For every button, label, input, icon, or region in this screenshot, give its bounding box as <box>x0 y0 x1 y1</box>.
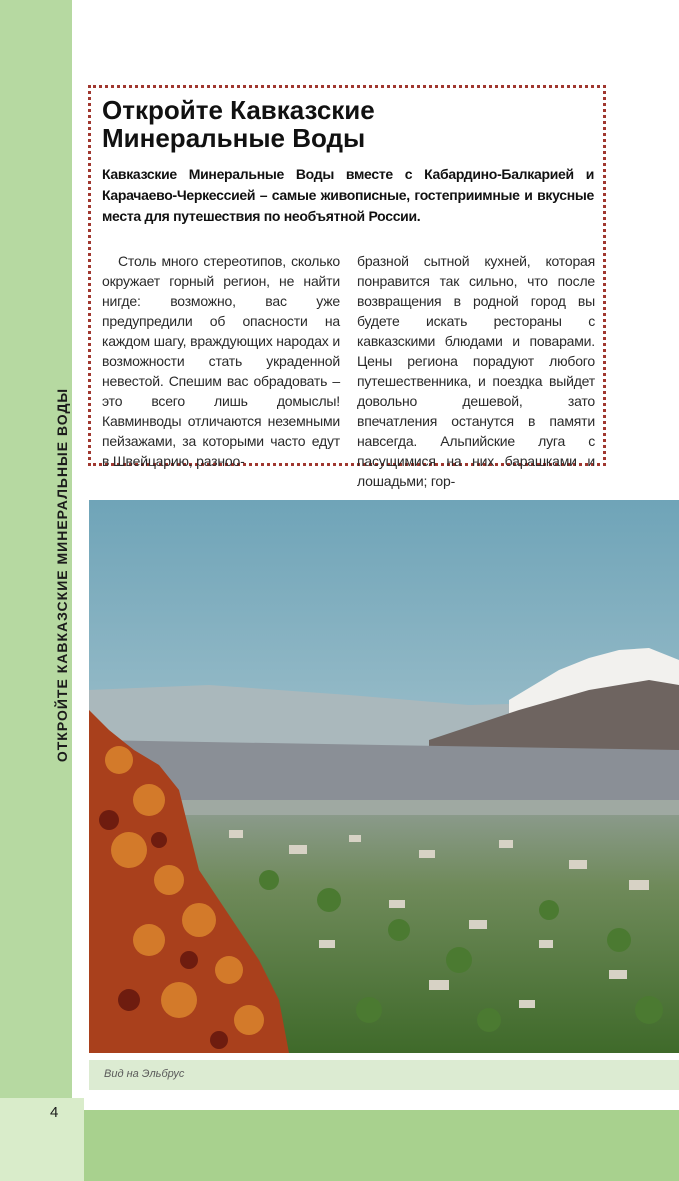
lead-paragraph: Кавказские Минеральные Воды вместе с Кабардино-Балкарией и Карачаево-Черкессией – самые живописные, гостеприимные и вкусные места для путешествия по необъятной России. <box>102 166 594 224</box>
bottom-band <box>84 1110 679 1181</box>
body-column-left: Столь много стереотипов, сколько окружает горный регион, не найти нигде: возможно, вас уже предупредили об опасности на каждом шагу, враждующих народах и возможности стать украденной невестой. Спешим вас обрадовать – это всего лишь домыслы! Кавминводы отличаются неземными пейзажами, за которыми часто едут в Швейцарию, разноо- <box>102 253 340 469</box>
page-title <box>102 96 592 152</box>
page-number: 4 <box>50 1104 59 1121</box>
title-line-1: Откройте Кавказские <box>102 95 375 125</box>
photo-caption: Вид на Эльбрус <box>104 1068 185 1080</box>
title-line-2: Минеральные Воды <box>102 123 366 153</box>
body-column-right: бразной сытной кухней, которая понравится так сильно, что после возвращения в родной город вы будете искать рестораны с кавказскими блюдами и поварами. Цены региона порадуют любого путешественника, и поездка выйдет довольно дешевой, зато впечатления останутся в памяти навсегда. Альпийские луга с пасущимися на них барашками и лошадьми; гор- <box>357 253 595 489</box>
elbrus-photo <box>89 500 679 1053</box>
page-number-box <box>0 1098 84 1181</box>
vertical-chapter-title: ОТКРОЙТЕ КАВКАЗСКИЕ МИНЕРАЛЬНЫЕ ВОДЫ <box>54 387 70 763</box>
